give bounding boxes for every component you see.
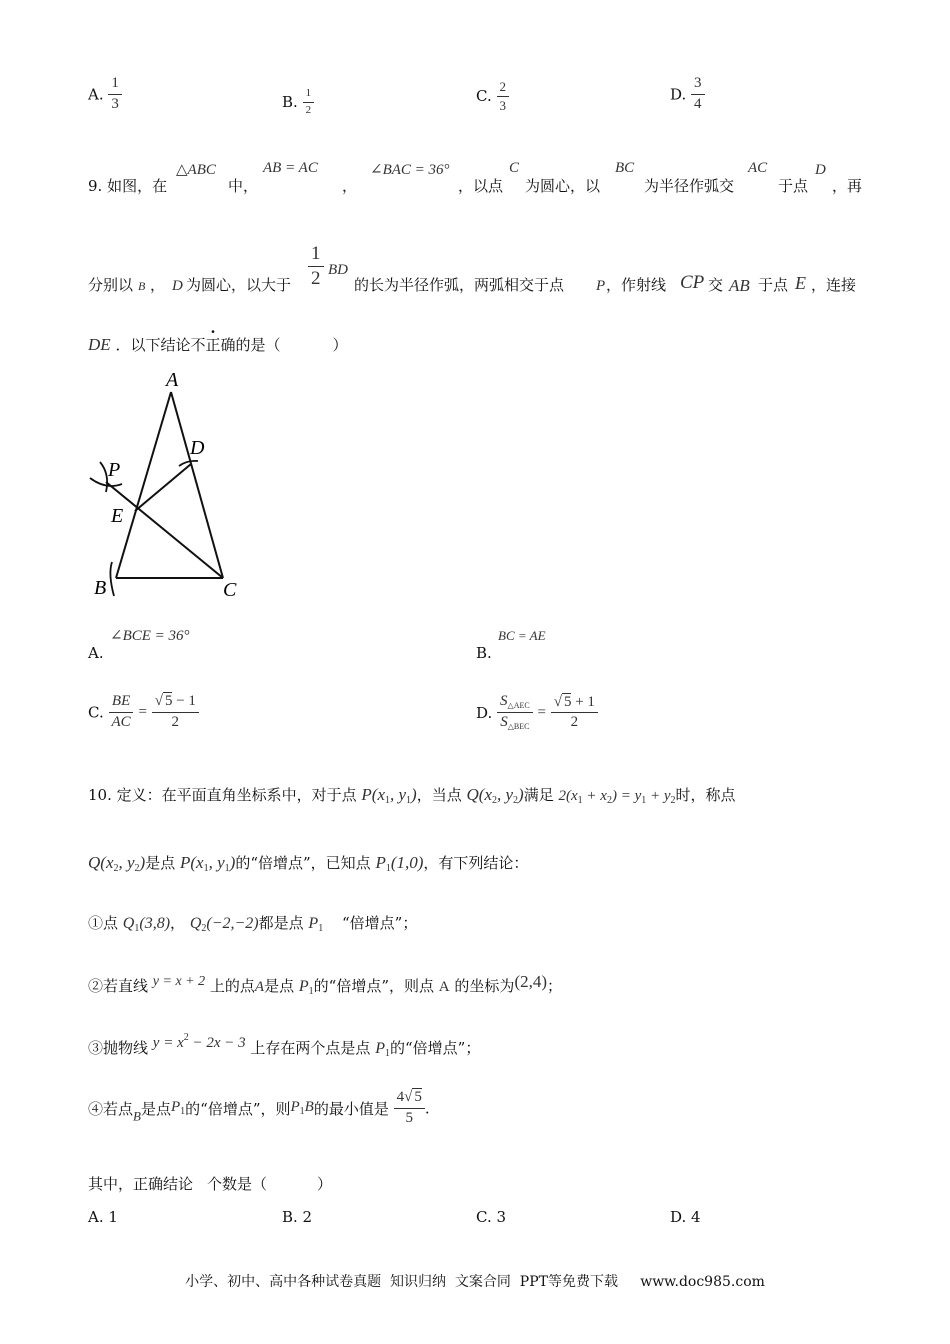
arc-at-b [110,562,114,596]
q9-triangle-figure [84,366,254,606]
q8-option-d: D. $\frac{3}{4}$ [670,76,705,113]
q10-statement-4: ④若点B是点$P_1$的“倍增点”，则$P_1B$的最小值是 $\frac{4√ 5}{5}$ . [88,1089,430,1126]
q10-line-2: $Q(x_2$, $y_2$)是点 $P(x_1$, $y_1$)的“倍增点”，已知点 $P_1(1,0)$，有下列结论： [88,853,529,874]
q10-option-c: C. 3 [476,1208,507,1226]
q8-option-c-fraction: $\frac{2}{3}$ [497,80,510,112]
q8-option-b-fraction: $\frac{1}{2}$ [303,88,315,116]
q9-option-a: A. ∠BCE = 36° [88,628,190,662]
q9-option-b: B. BC = AE [476,628,546,662]
label-e: E [111,505,124,527]
q10-min-value-fraction: $\frac{4√ 5}{5}$ [394,1090,425,1127]
q8-option-a-fraction: $\frac{1}{3}$ [108,76,122,113]
q8-option-c: C. $\frac{2}{3}$ [476,80,509,112]
q10-statement-3: ③抛物线 $y = x^2 - 2x - 3$ 上存在两个点是点 $P_1$的“倍增点”； [88,1032,481,1059]
label-p: P [108,459,121,481]
label-b: B [94,577,107,599]
q10-statement-1: ①点 $Q_1(3,8)$， $Q_2(-2,-2)$都是点 $P_1$ “倍增点”； [88,914,418,934]
q9-line-2: 分别以 B ， D 为圆心，以大于 $\frac{1}{2}$ BD 的长为半径作弧，两弧相交于点 P ，作射线 CP 交 AB 于点 E ，连接 [88,243,857,295]
q9-line-1: 9. 如图，在 △ABC 中， AB = AC ， ∠BAC = 36° ，以点 C 为圆心，以 BC 为半径作弧交 AC 于点 D ，再 [88,160,863,195]
q9-emphasis-not-correct: 不正确 [190,336,236,354]
q10-question: 其中，正确结论 个数是（ ） [88,1175,333,1193]
q10-option-b: B. 2 [282,1208,313,1226]
label-c: C [223,579,237,601]
q10-statement-2: ②若直线 y = x + 2 上的点A是点 $P_1$的“倍增点”，则点 A 的坐标为(2,4)； [88,972,563,997]
ray-cp [106,482,223,578]
q8-option-a: A. $\frac{1}{3}$ [88,76,122,113]
arc-at-p-2 [100,462,107,492]
q10-line-1: 10. 定义：在平面直角坐标系中，对于点 $P(x_1$, $y_1$)，当点 $Q(x_2$, $y_2$)满足 $2(x_1 + x_2) = y_1 + y_2$时，称点 [88,785,736,806]
q10-option-d: D. 4 [670,1208,701,1226]
q8-option-d-fraction: $\frac{3}{4}$ [691,76,705,113]
page-footer: 小学、初中、高中各种试卷真题 知识归纳 文案合同 PPT等免费下载 www.doc985.com [185,1274,765,1290]
q9-half-fraction: $\frac{1}{2}$ [308,244,324,289]
side-ab [116,392,171,578]
q10-option-a: A. 1 [88,1208,118,1226]
q9-option-d: D. $\frac{S_{\triangle AEC}}{S_{\triangle BEC}}$ = $\frac{√ 5 + 1}{2}$ [476,694,598,732]
q9-option-c: C. $\frac{BE}{AC}$ = $\frac{√ 5 - 1}{2}$ [88,694,199,731]
q8-option-b: B. $\frac{1}{2}$ [282,88,314,116]
q9-line-3: DE ．以下结论不正确的是（ ） [88,335,348,354]
side-ac [171,392,223,578]
label-d: D [190,437,205,459]
label-a: A [166,369,179,391]
